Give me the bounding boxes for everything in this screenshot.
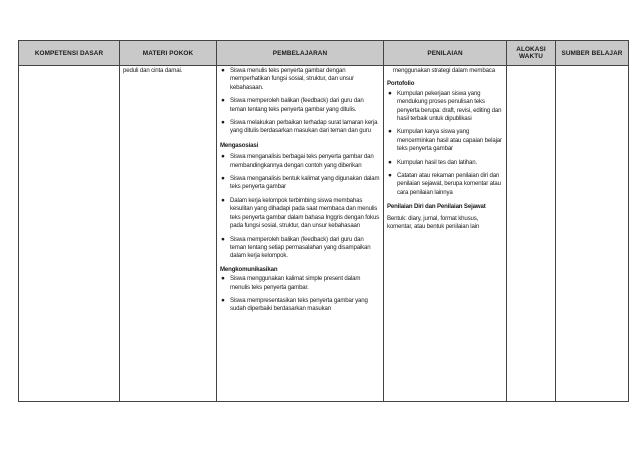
bullet-icon: ● <box>388 172 392 180</box>
list-item: ● Siswa memperoleh balikan (feedback) dari guru dan teman tentang setiap permasalahan yang disampaikan dalam kerja kelompok. <box>221 235 371 260</box>
cell-pembelajaran <box>217 66 384 402</box>
list-item: ● Siswa menulis teks penyerta gambar dengan memperhatikan fungsi sosial, struktur, dan unsur kebahasaan. <box>221 67 354 91</box>
list-item: ● Kumpulan pekerjaan siswa yang mendukung proses penulisan teks penyerta berupa: draft, revisi, editing dan hasil terbaik untuk dipublikasi <box>388 89 502 123</box>
header-penilaian: PENILAIAN <box>384 41 507 66</box>
bullet-icon: ● <box>221 97 225 105</box>
header-alokasi-waktu: ALOKASI WAKTU <box>507 41 556 66</box>
list-item: ● Dalam kerja kelompok terbimbing siswa membahas kesulitan yang dihadapi pada saat membaca dan menulis teks penyerta gambar dalam bahasa Inggris dengan fokus pada fungsi sosial, struktur, dan unsur kebahasaan <box>221 196 380 230</box>
header-kompetensi-dasar: KOMPETENSI DASAR <box>19 41 120 66</box>
list-item: ● Kumpulan hasil tes dan latihan. <box>388 158 478 166</box>
bullet-icon: ● <box>221 175 225 183</box>
list-item: ● Siswa memperoleh balikan (feedback) dari guru dan teman tentang teks penyerta gambar yang ditulis. <box>221 97 364 113</box>
bullet-icon: ● <box>388 128 392 136</box>
bullet-icon: ● <box>221 275 225 283</box>
section-title-portofolio: Portofolio <box>387 80 415 88</box>
bullet-icon: ● <box>388 158 392 166</box>
header-pembelajaran: PEMBELAJARAN <box>217 41 384 66</box>
list-item: ● Kumpulan karya siswa yang mencerminkan hasil atau capaian belajar teks penyerta gambar <box>388 128 502 153</box>
portofolio-list <box>387 90 503 197</box>
section-title-penilaian-diri: Penilaian Diri dan Penilaian Sejawat <box>387 203 486 211</box>
list-item: ● Siswa menganalisis bentuk kalimat yang digunakan dalam teks penyerta gambar <box>221 175 380 191</box>
syllabus-table <box>18 40 629 402</box>
mengasosiasi-list <box>220 153 380 260</box>
materi-pokok-text: peduli dan cinta damai. <box>123 67 183 74</box>
list-item: ● Siswa mempresentasikan teks penyerta gambar yang sudah diperbaiki berdasarkan masukan <box>221 296 368 313</box>
bullet-icon: ● <box>221 153 225 161</box>
cell-sumber-belajar <box>556 66 629 402</box>
list-item: ● Siswa melakukan perbaikan terhadap surat lamaran kerja yang ditulis berdasarkan masukan dari teman dan guru <box>221 119 378 135</box>
table-row <box>19 66 629 402</box>
bullet-icon: ● <box>388 89 392 97</box>
penilaian-intro: menggunakan strategi dalam membaca <box>393 67 495 74</box>
cell-penilaian <box>384 66 507 402</box>
list-item: ● Siswa menggunakan kalimat simple present dalam menulis teks penyerta gambar. <box>221 275 361 291</box>
bullet-icon: ● <box>221 296 225 304</box>
section-title-mengasosiasi: Mengasosiasi <box>220 141 259 149</box>
header-materi-pokok: MATERI POKOK <box>120 41 217 66</box>
bullet-icon: ● <box>221 119 225 127</box>
header-row <box>19 41 629 66</box>
list-item: ● Catatan atau rekaman penilaian diri dan penilaian sejawat, berupa komentar atau cara penilaian lainnya <box>388 172 501 196</box>
mengkomunikasikan-list <box>220 275 380 314</box>
pembelajaran-intro-list <box>220 67 380 136</box>
header-sumber-belajar: SUMBER BELAJAR <box>556 41 629 66</box>
bullet-icon: ● <box>221 67 225 74</box>
list-item: ● Siswa menganalisis berbagai teks penyerta gambar dan membandingkannya dengan contoh yang diberikan <box>221 153 374 169</box>
bullet-icon: ● <box>221 235 225 243</box>
bullet-icon: ● <box>221 196 225 204</box>
penilaian-diri-text: Bentuk: diary, jurnal, format khusus, komentar, atau bentuk penilaian lain <box>387 214 480 231</box>
cell-alokasi-waktu <box>507 66 556 402</box>
cell-kompetensi-dasar <box>19 66 120 402</box>
cell-materi-pokok <box>120 66 217 402</box>
section-title-mengkomunikasikan: Mengkomunikasikan <box>220 265 278 273</box>
